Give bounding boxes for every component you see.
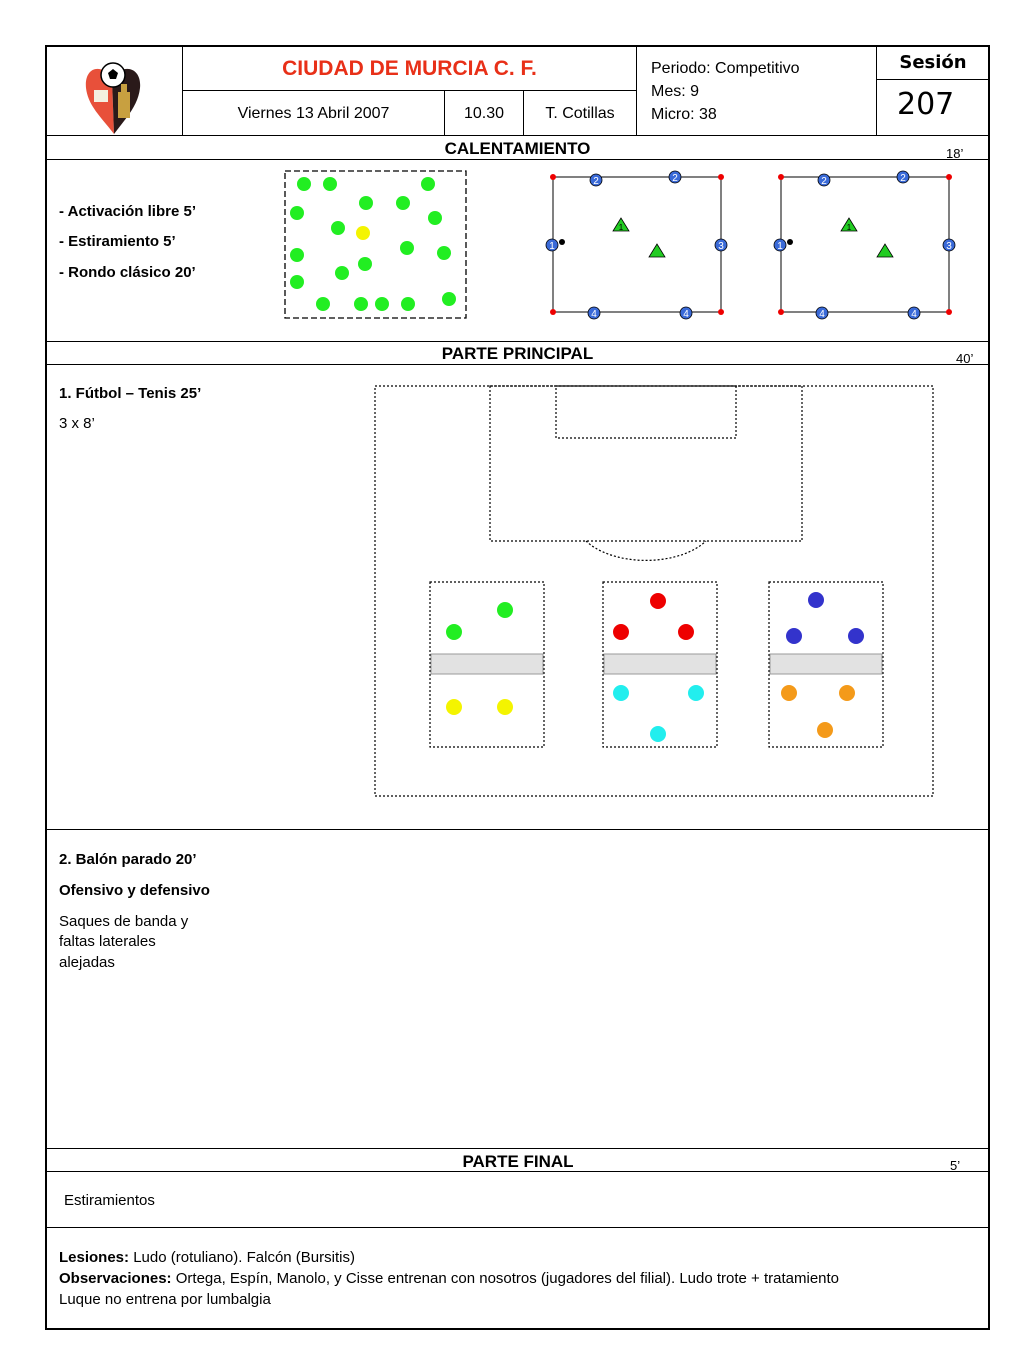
lesiones-row [59,1249,355,1266]
warmup-item-3: - Rondo clásico 20’ [59,264,196,281]
sesion-label: Sesión [899,52,967,73]
warmup-item-1: - Activación libre 5’ [59,203,196,220]
ball [787,239,793,245]
futbol-tenis-field [374,385,936,799]
player-dot [323,177,337,191]
player-dot [354,297,368,311]
player-dot [839,685,855,701]
net [770,654,882,674]
rondo-label: 1 [846,223,852,232]
rondo-label: 4 [911,309,917,320]
sesion-number: 207 [897,87,955,122]
calentamiento-title: CALENTAMIENTO [444,139,591,158]
player-dot [613,685,629,701]
net [604,654,716,674]
calentamiento-minutes: 18’ [946,146,964,161]
player-dot [400,241,414,255]
warmup-item-2: - Estiramiento 5’ [59,233,176,250]
rondo-defender [649,244,665,257]
principal-band-top [45,341,990,342]
court-blue-orange [769,582,883,747]
rondo-label: 4 [819,309,825,320]
player-dot [781,685,797,701]
mes-text: Mes: 9 [651,83,700,100]
header-mid-line [183,90,637,91]
observaciones-row [59,1270,979,1287]
player-dot [428,211,442,225]
rondo-diagram-1 [545,168,730,320]
final-band-top [45,1148,990,1149]
player-dot [290,248,304,262]
rondo-label: 4 [683,309,689,320]
rondo-label: 3 [718,241,724,252]
activacion-libre-diagram [284,170,468,320]
club-logo [80,50,145,138]
player-dot [290,206,304,220]
principal-minutes: 40’ [956,351,974,366]
principal-band-bottom [45,364,990,365]
exercise-1-reps: 3 x 8’ [59,415,95,432]
club-name: CIUDAD DE MURCIA C. F. [282,57,537,80]
player-dot [786,628,802,644]
player-dot [421,177,435,191]
rondo-label: 3 [946,241,952,252]
rondo-label: 1 [549,241,555,252]
rondo-label: 1 [777,241,783,252]
principal-title: PARTE PRINCIPAL [441,344,594,363]
observaciones-text: Ortega, Espín, Manolo, y Cisse entrenan con nosotros (jugadores del filial). Ludo trote + tratamiento [175,1270,840,1287]
observaciones-label: Observaciones: [59,1270,172,1287]
player-dot [316,297,330,311]
rondo-defender [877,244,893,257]
player-dot [375,297,389,311]
player-dot [497,699,513,715]
header-bottom-line [45,135,990,136]
rondo-label: 2 [900,173,906,184]
session-coach: T. Cotillas [545,105,615,122]
rondo-label: 2 [672,173,678,184]
player-dot [848,628,864,644]
player-dot [650,593,666,609]
exercise-2-title: 2. Balón parado 20’ [59,851,197,868]
rondo-label: 2 [821,176,827,187]
session-time: 10.30 [463,105,505,122]
player-dot [359,196,373,210]
court-green-yellow [430,582,544,747]
player-dot [442,292,456,306]
exercise-2-desc-line-2: faltas laterales [59,933,156,950]
lesiones-label: Lesiones: [59,1249,130,1266]
player-dot [335,266,349,280]
exercise-2-desc-line-1: Saques de banda y [59,913,189,930]
goal-area [556,386,736,438]
player-dot [331,221,345,235]
player-dot [650,726,666,742]
rondo-diagram-2 [773,168,958,320]
player-dot [358,257,372,271]
penalty-area [490,386,802,541]
player-dot [401,297,415,311]
player-dot [396,196,410,210]
court-red-cyan [603,582,717,747]
player-dot [437,246,451,260]
sesion-divider-line [876,79,990,80]
periodo-divider [636,45,637,135]
player-dot [678,624,694,640]
exercise-2-subtitle: Ofensivo y defensivo [59,882,210,899]
exercise-divider [45,829,990,830]
player-dot [688,685,704,701]
observaciones-text-2: Luque no entrena por lumbalgia [59,1291,271,1308]
final-minutes: 5’ [950,1158,961,1173]
rondo-label: 2 [593,176,599,187]
rondo-label: 4 [591,309,597,320]
player-dot [297,177,311,191]
micro-text: Micro: 38 [651,106,717,123]
final-title: PARTE FINAL [462,1152,574,1171]
periodo-text: Periodo: Competitivo [651,60,800,77]
net [431,654,543,674]
penalty-arc [586,541,706,560]
calentamiento-band-line [45,159,990,160]
player-dot [446,624,462,640]
exercise-2-desc-line-3: alejadas [59,954,115,971]
player-dot [290,275,304,289]
player-dot [808,592,824,608]
player-dot [446,699,462,715]
final-text: Estiramientos [64,1192,155,1209]
player-dot [497,602,513,618]
player-dot [613,624,629,640]
exercise-1-title: 1. Fútbol – Tenis 25’ [59,385,202,402]
player-dot [817,722,833,738]
ball [559,239,565,245]
session-date: Viernes 13 Abril 2007 [237,105,390,122]
rondo-label: 1 [618,223,624,232]
player-dot [356,226,370,240]
footer-top-line [45,1227,990,1228]
lesiones-text: Ludo (rotuliano). Falcón (Bursitis) [133,1249,355,1266]
